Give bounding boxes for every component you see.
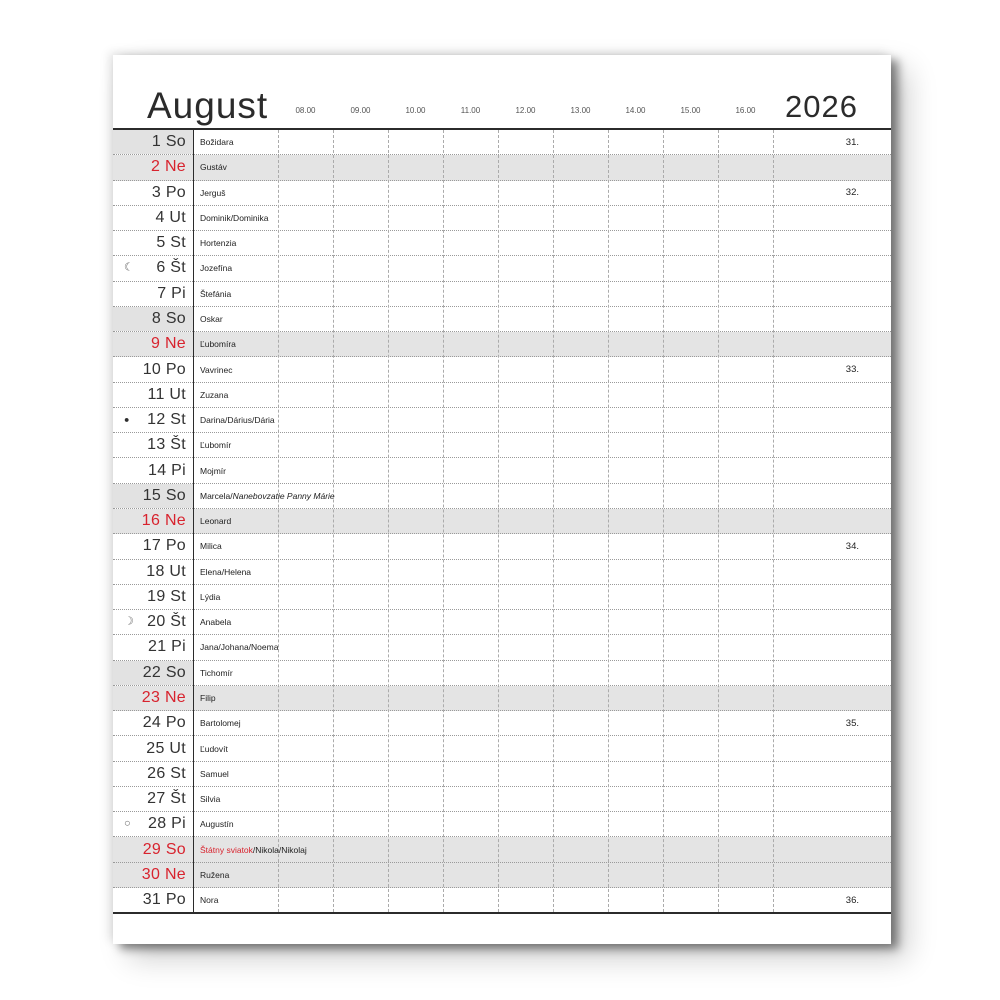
- week-number: [773, 509, 891, 533]
- nameday-label: Jerguš: [200, 187, 226, 198]
- day-cell: [113, 635, 193, 659]
- calendar-row: [113, 256, 891, 281]
- time-label: 16.00: [735, 106, 756, 115]
- nameday-cell: [193, 181, 773, 205]
- day-cell: [113, 282, 193, 306]
- nameday-cell: [193, 812, 773, 836]
- day-cell: [113, 812, 193, 836]
- day-label: 5 St: [156, 234, 186, 252]
- calendar-row: [113, 762, 891, 787]
- nameday-feast-label: Nanebovzatie Panny Márie: [232, 490, 335, 501]
- nameday-label: Bartolomej: [200, 718, 241, 729]
- planner-page: [113, 55, 891, 944]
- calendar-row: [113, 155, 891, 180]
- day-label: 6 Št: [156, 259, 186, 277]
- day-label: 24 Po: [142, 714, 186, 732]
- day-label: 2 Ne: [151, 158, 186, 176]
- week-number: [773, 560, 891, 584]
- calendar-row: [113, 383, 891, 408]
- calendar-row: [113, 282, 891, 307]
- nameday-cell: [193, 787, 773, 811]
- nameday-cell: [193, 155, 773, 179]
- full-moon-icon: ○: [124, 817, 131, 830]
- day-label: 16 Ne: [141, 512, 186, 530]
- week-number: [773, 458, 891, 482]
- day-label: 30 Ne: [141, 865, 186, 883]
- nameday-cell: [193, 686, 773, 710]
- day-label: 12 St: [147, 411, 186, 429]
- time-label: 08.00: [295, 106, 316, 115]
- week-number: [773, 206, 891, 230]
- day-cell: [113, 206, 193, 230]
- new-moon-icon: ●: [124, 414, 130, 425]
- nameday-cell: [193, 231, 773, 255]
- nameday-label: Jana/Johana/Noema: [200, 642, 279, 653]
- day-label: 23 Ne: [141, 688, 186, 706]
- nameday-label: Leonard: [200, 516, 232, 527]
- day-cell: [113, 433, 193, 457]
- day-label: 28 Pi: [148, 815, 186, 833]
- day-cell: [113, 181, 193, 205]
- week-number: [773, 484, 891, 508]
- nameday-label: Jozefína: [200, 263, 233, 274]
- week-number: [773, 332, 891, 356]
- week-number: 31.: [845, 136, 859, 148]
- week-number: [773, 635, 891, 659]
- nameday-cell: [193, 863, 773, 887]
- day-label: 29 So: [142, 840, 186, 858]
- nameday-label: Silvia: [200, 794, 221, 805]
- day-cell: [113, 130, 193, 154]
- week-number: [773, 610, 891, 634]
- day-label: 22 So: [142, 663, 186, 681]
- nameday-label: Vavrinec: [200, 364, 233, 375]
- day-cell: [113, 484, 193, 508]
- day-cell: [113, 509, 193, 533]
- nameday-cell: [193, 433, 773, 457]
- nameday-label: Dominik/Dominika: [200, 212, 269, 223]
- time-label: 13.00: [570, 106, 591, 115]
- week-number: [773, 686, 891, 710]
- day-label: 13 Št: [147, 436, 186, 454]
- calendar-row: [113, 787, 891, 812]
- day-cell: [113, 231, 193, 255]
- week-number: [773, 837, 891, 861]
- week-number: 35.: [845, 717, 859, 729]
- day-label: 19 St: [147, 587, 186, 605]
- day-label: 17 Po: [142, 537, 186, 555]
- nameday-cell: [193, 610, 773, 634]
- calendar-row: [113, 408, 891, 433]
- day-label: 8 So: [151, 309, 186, 327]
- year-label: 2026: [785, 89, 858, 124]
- nameday-cell: [193, 282, 773, 306]
- calendar-row: [113, 181, 891, 206]
- week-number: 36.: [845, 894, 859, 906]
- nameday-label: Filip: [200, 692, 216, 703]
- day-cell: [113, 155, 193, 179]
- day-cell: [113, 837, 193, 861]
- page-header: [113, 55, 891, 128]
- calendar-row: [113, 736, 891, 761]
- day-cell: [113, 408, 193, 432]
- calendar-row: [113, 307, 891, 332]
- nameday-label: Ľubomíra: [200, 339, 236, 350]
- week-number: [773, 307, 891, 331]
- day-cell: [113, 307, 193, 331]
- nameday-cell: [193, 357, 773, 381]
- nameday-label: Lýdia: [200, 591, 221, 602]
- day-cell: [113, 357, 193, 381]
- calendar-rows: [113, 130, 891, 912]
- day-label: 14 Pi: [148, 461, 186, 479]
- nameday-cell: [193, 635, 773, 659]
- day-label: 11 Ut: [147, 385, 186, 403]
- calendar-row: [113, 332, 891, 357]
- day-label: 7 Pi: [157, 284, 186, 302]
- nameday-cell: [193, 130, 773, 154]
- week-number: [773, 282, 891, 306]
- nameday-label: Ružena: [200, 869, 230, 880]
- week-number: [773, 863, 891, 887]
- nameday-cell: [193, 458, 773, 482]
- day-label: 27 Št: [147, 790, 186, 808]
- day-cell: [113, 585, 193, 609]
- calendar-row: [113, 509, 891, 534]
- day-cell: [113, 383, 193, 407]
- day-cell: [113, 711, 193, 735]
- time-label: 10.00: [405, 106, 426, 115]
- day-cell: [113, 787, 193, 811]
- week-number: [773, 585, 891, 609]
- week-number: [773, 762, 891, 786]
- day-label: 18 Ut: [146, 562, 186, 580]
- nameday-cell: [193, 408, 773, 432]
- day-label: 4 Ut: [155, 208, 186, 226]
- calendar-row: [113, 433, 891, 458]
- day-label: 15 So: [142, 486, 186, 504]
- day-cell: [113, 736, 193, 760]
- day-label: 9 Ne: [151, 335, 186, 353]
- nameday-label: Elena/Helena: [200, 566, 252, 577]
- nameday-label: Darina/Dárius/Dária: [200, 415, 275, 426]
- day-cell: [113, 661, 193, 685]
- calendar-row: [113, 711, 891, 736]
- nameday-cell: [193, 585, 773, 609]
- nameday-label: Milica: [200, 541, 222, 552]
- day-label: 1 So: [151, 133, 186, 151]
- first-quarter-moon-icon: ☽: [124, 615, 135, 628]
- day-cell: [113, 762, 193, 786]
- week-number: [773, 231, 891, 255]
- day-cell: [113, 888, 193, 912]
- day-label: 26 St: [147, 764, 186, 782]
- nameday-label: Tichomír: [200, 667, 233, 678]
- nameday-cell: [193, 560, 773, 584]
- nameday-label: Zuzana: [200, 389, 229, 400]
- day-cell: [113, 863, 193, 887]
- time-label: 11.00: [460, 106, 481, 115]
- time-label: 09.00: [350, 106, 371, 115]
- holiday-label: Štátny sviatok: [200, 844, 253, 855]
- nameday-label: Ľubomír: [200, 440, 232, 451]
- nameday-cell: [193, 888, 773, 912]
- nameday-label: Marcela/: [200, 490, 233, 501]
- last-quarter-moon-icon: ☾: [124, 261, 135, 274]
- week-number: [773, 256, 891, 280]
- week-number: [773, 736, 891, 760]
- nameday-label: Ľudovít: [200, 743, 228, 754]
- day-cell: [113, 610, 193, 634]
- calendar-row: [113, 206, 891, 231]
- day-label: 31 Po: [142, 891, 186, 909]
- day-cell: [113, 686, 193, 710]
- nameday-label: Mojmír: [200, 465, 226, 476]
- nameday-label: Štefánia: [200, 288, 232, 299]
- nameday-cell: [193, 307, 773, 331]
- calendar-row: [113, 560, 891, 585]
- calendar-row: [113, 686, 891, 711]
- nameday-cell: [193, 661, 773, 685]
- week-number: [773, 661, 891, 685]
- nameday-cell: [193, 256, 773, 280]
- calendar-row: [113, 837, 891, 862]
- calendar-row: [113, 130, 891, 155]
- calendar-grid: [113, 128, 891, 914]
- nameday-cell: [193, 762, 773, 786]
- month-title: August: [147, 85, 269, 126]
- time-label: 14.00: [625, 106, 646, 115]
- calendar-row: [113, 635, 891, 660]
- week-number: [773, 408, 891, 432]
- nameday-label: Hortenzia: [200, 238, 237, 249]
- day-cell: [113, 458, 193, 482]
- nameday-cell: [193, 484, 773, 508]
- time-label: 12.00: [515, 106, 536, 115]
- day-cell: [113, 256, 193, 280]
- nameday-label: Augustín: [200, 819, 234, 830]
- nameday-label: /Nikola/Nikolaj: [252, 844, 307, 855]
- time-label: 15.00: [680, 106, 701, 115]
- calendar-row: [113, 661, 891, 686]
- calendar-row: [113, 585, 891, 610]
- week-number: [773, 383, 891, 407]
- calendar-row: [113, 610, 891, 635]
- nameday-label: Oskar: [200, 313, 223, 324]
- calendar-row: [113, 888, 891, 912]
- nameday-label: Samuel: [200, 768, 229, 779]
- day-label: 3 Po: [151, 183, 186, 201]
- week-number: 34.: [845, 540, 859, 552]
- week-number: [773, 812, 891, 836]
- week-number: [773, 433, 891, 457]
- nameday-label: Nora: [200, 895, 219, 906]
- day-label: 20 Št: [147, 613, 186, 631]
- nameday-cell: [193, 332, 773, 356]
- week-number: [773, 155, 891, 179]
- calendar-row: [113, 484, 891, 509]
- calendar-row: [113, 534, 891, 559]
- day-label: 21 Pi: [148, 638, 186, 656]
- day-label: 10 Po: [142, 360, 186, 378]
- week-number: [773, 787, 891, 811]
- calendar-row: [113, 357, 891, 382]
- nameday-label: Božidara: [200, 137, 234, 148]
- nameday-cell: [193, 736, 773, 760]
- week-number: 32.: [845, 187, 859, 199]
- nameday-cell: [193, 206, 773, 230]
- week-number: 33.: [845, 364, 859, 376]
- nameday-cell: [193, 711, 773, 735]
- nameday-cell: [193, 534, 773, 558]
- calendar-row: [113, 863, 891, 888]
- calendar-row: [113, 812, 891, 837]
- day-label: 25 Ut: [146, 739, 186, 757]
- day-cell: [113, 560, 193, 584]
- day-cell: [113, 534, 193, 558]
- nameday-label: Anabela: [200, 617, 232, 628]
- nameday-cell: [193, 383, 773, 407]
- calendar-row: [113, 231, 891, 256]
- nameday-cell: [193, 837, 773, 861]
- day-cell: [113, 332, 193, 356]
- nameday-cell: [193, 509, 773, 533]
- nameday-label: Gustáv: [200, 162, 227, 173]
- calendar-row: [113, 458, 891, 483]
